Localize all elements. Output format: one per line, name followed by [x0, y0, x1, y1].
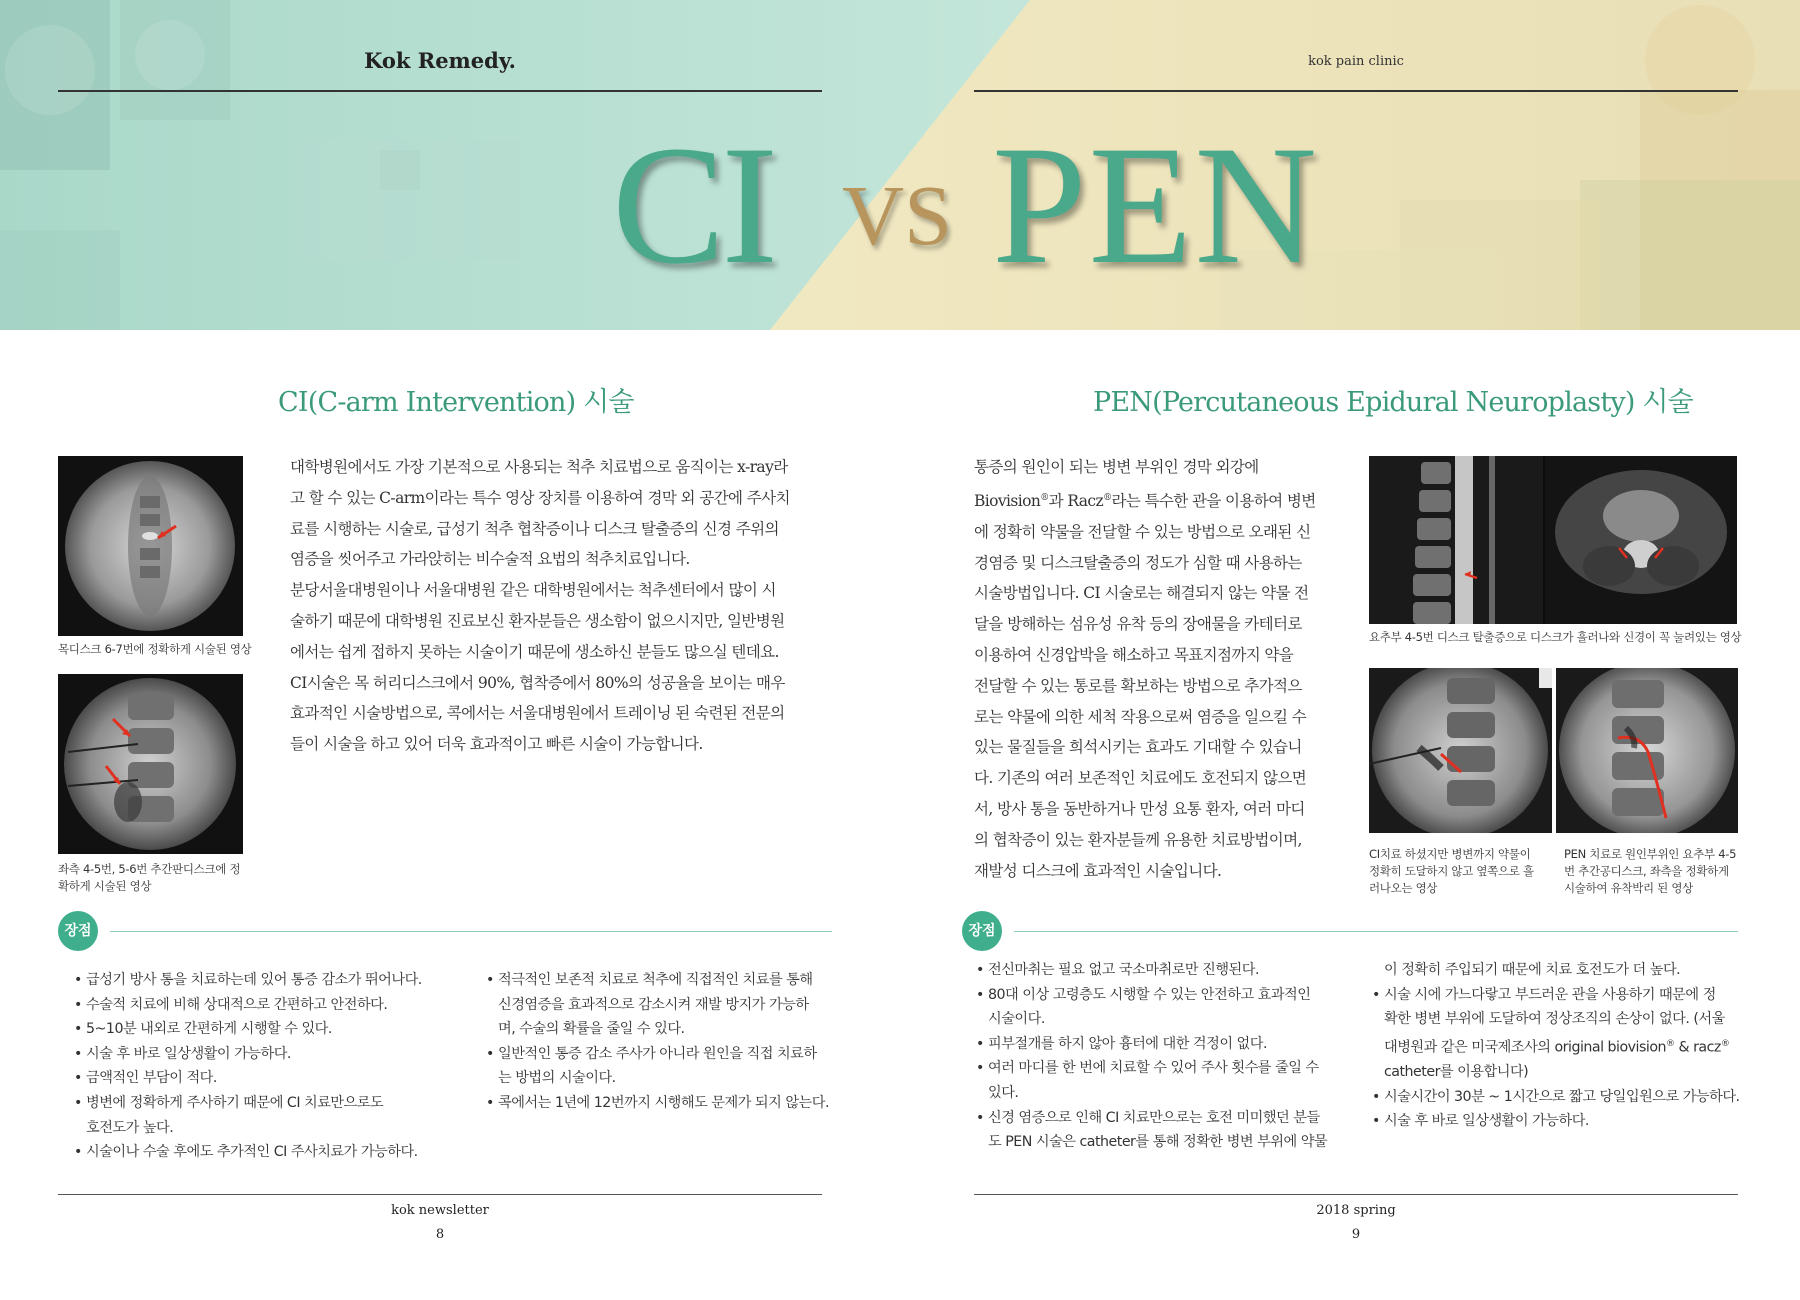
- pros-item: • 시술 후 바로 일상생활이 가능하다.: [74, 1042, 454, 1067]
- text-fragment: 대병원과 같은 미국제조사의 original biovision: [1384, 1039, 1667, 1056]
- pros-item: • 일반적인 통증 감소 주사가 아니라 원인을 직접 치료하: [486, 1042, 836, 1067]
- text-line: 고 할 수 있는 C-arm이라는 특수 영상 장치를 이용하여 경막 외 공간에 주사치: [290, 488, 790, 507]
- pros-item: catheter를 이용합니다): [1384, 1064, 1529, 1081]
- pros-item: • 신경 염증으로 인해 CI 치료만으로는 호전 미미했던 분들: [976, 1106, 1346, 1131]
- pros-item: • 급성기 방사 통을 치료하는데 있어 통증 감소가 뛰어나다.: [74, 968, 454, 993]
- ci-para-2: [290, 575, 822, 667]
- pros-badge: 장점: [962, 911, 1002, 951]
- text-fragment: 과 Racz: [1048, 491, 1104, 510]
- xray-image: [1556, 668, 1738, 833]
- pros-item: • 시술 후 바로 일상생활이 가능하다.: [1372, 1109, 1752, 1134]
- pros-item: • 80대 이상 고령층도 시행할 수 있는 안전하고 효과적인: [976, 983, 1346, 1008]
- xray-image: [1369, 668, 1552, 833]
- ci-para-1: [290, 452, 822, 575]
- pros-item: 시술이다.: [988, 1011, 1045, 1028]
- ci-para-3: [290, 668, 822, 760]
- pen-figure-xray-pen-caption: [1564, 846, 1749, 897]
- text-line: 들이 시술을 하고 있어 더욱 효과적이고 빠른 시술이 가능합니다.: [290, 735, 703, 754]
- pros-item: [1372, 1032, 1752, 1060]
- ci-figure-lumbar: [58, 674, 243, 854]
- brand-right: kok pain clinic: [1308, 54, 1404, 69]
- text-line: 서, 방사 통을 동반하거나 만성 요통 환자, 여러 마디: [974, 799, 1305, 818]
- text-line: 전달할 수 있는 통로를 확보하는 방법으로 추가적으: [974, 676, 1302, 695]
- text-line: 에서는 쉽게 접하지 못하는 시술이기 때문에 생소하신 분들도 많으실 텐데요.: [290, 642, 779, 661]
- pros-item: • 수술적 치료에 비해 상대적으로 간편하고 안전하다.: [74, 993, 454, 1018]
- ci-figure-neck-caption: 목디스크 6-7번에 정확하게 시술된 영상: [58, 642, 252, 656]
- text-line: 염증을 씻어주고 가라앉히는 비수술적 요법의 척추치료입니다.: [290, 550, 690, 569]
- caption-line: CI치료 하셨지만 병변까지 약물이: [1369, 847, 1531, 861]
- caption-line: 확하게 시술된 영상: [58, 879, 152, 893]
- pros-item: • 적극적인 보존적 치료로 척추에 직접적인 치료를 통해: [486, 968, 836, 993]
- text-fragment: 라는 특수한 관을 이용하여 병변: [1111, 491, 1316, 510]
- text-line: 통증의 원인이 되는 병변 부위인 경막 외강에: [974, 458, 1259, 476]
- title-pen: PEN: [992, 111, 1320, 299]
- text-line: 에 정확히 약물을 전달할 수 있는 방법으로 오래된 신: [974, 522, 1311, 541]
- pen-pros-header: [962, 911, 1740, 951]
- pen-pros-list-right: [1372, 958, 1752, 1134]
- pros-divider: [1014, 931, 1738, 932]
- pen-figure-mri-caption: 요추부 4-5번 디스크 탈출증으로 디스크가 흘러나와 신경이 꼭 눌려있는 영상: [1369, 630, 1742, 644]
- registered-mark: ®: [1103, 492, 1112, 503]
- footer-right-label: 2018 spring: [1316, 1203, 1396, 1218]
- pros-item: 이 정확히 주입되기 때문에 치료 호전도가 더 높다.: [1384, 962, 1681, 978]
- text-line: 술하기 때문에 대학병원 진료보신 환자분들은 생소함이 없으시지만, 일반병원: [290, 611, 785, 630]
- mri-image: [1369, 456, 1737, 624]
- ci-figure-neck: [58, 456, 243, 636]
- pros-item: • 여러 마디를 한 번에 치료할 수 있어 주사 횟수를 줄일 수: [976, 1056, 1346, 1081]
- pros-item: • 시술시간이 30분 ~ 1시간으로 짧고 당일입원으로 가능하다.: [1372, 1085, 1752, 1110]
- pros-item: 확한 병변 부위에 도달하여 정상조직의 손상이 없다. (서울: [1384, 1011, 1725, 1028]
- xray-image: [58, 456, 243, 636]
- text-line: 로는 약물에 의한 세척 작용으로써 염증을 일으킬 수: [974, 707, 1307, 726]
- text-line: 분당서울대병원이나 서울대병원 같은 대학병원에서는 척추센터에서 많이 시: [290, 581, 776, 600]
- text-fragment: Biovision: [974, 491, 1041, 510]
- header-left: [58, 44, 822, 92]
- pen-figure-xray-ci: [1369, 668, 1552, 833]
- ci-figure-lumbar-caption: [58, 861, 258, 895]
- pros-item: 있다.: [988, 1084, 1019, 1101]
- text-line: 이용하여 신경압박을 해소하고 목표지점까지 약을: [974, 645, 1294, 664]
- caption-line: 시술하여 유착박리 된 영상: [1564, 881, 1693, 895]
- pros-item: 며, 수술의 확률을 줄일 수 있다.: [498, 1021, 685, 1038]
- main-title: [0, 111, 1800, 299]
- header-banner: [0, 0, 1800, 330]
- ci-pros-list-right: [486, 968, 836, 1116]
- text-fragment: & racz: [1674, 1039, 1721, 1056]
- text-line: 있는 물질들을 희석시키는 효과도 기대할 수 있습니: [974, 738, 1302, 757]
- text-line: 효과적인 시술방법으로, 콕에서는 서울대병원에서 트레이닝 된 숙련된 전문의: [290, 704, 785, 723]
- pros-item: 호전도가 높다.: [86, 1119, 174, 1136]
- caption-line: PEN 치료로 원인부위인 요추부 4-5: [1564, 847, 1737, 861]
- ci-body-text: [290, 452, 822, 760]
- footer-right-page: 9: [1351, 1227, 1361, 1242]
- text-line: 시술방법입니다. CI 시술로는 해결되지 않는 약물 전: [974, 584, 1309, 603]
- pros-divider: [110, 931, 832, 932]
- pros-item: • 병변에 정확하게 주사하기 때문에 CI 치료만으로도: [74, 1091, 454, 1116]
- ci-section-title: CI(C-arm Intervention) 시술: [278, 387, 634, 418]
- pros-item: • 콕에서는 1년에 12번까지 시행해도 문제가 되지 않는다.: [486, 1091, 836, 1116]
- pen-figure-xray-ci-caption: [1369, 846, 1549, 897]
- text-line: [974, 492, 1316, 510]
- pen-section-title: PEN(Percutaneous Epidural Neuroplasty) 시술: [1093, 387, 1693, 418]
- text-line: 재발성 디스크에 효과적인 시술입니다.: [974, 861, 1222, 880]
- brand-left: Kok Remedy.: [364, 48, 516, 73]
- pros-item: • 금액적인 부담이 적다.: [74, 1066, 454, 1091]
- text-line: 다. 기존의 여러 보존적인 치료에도 호전되지 않으면: [974, 769, 1307, 788]
- registered-mark: ®: [1666, 1038, 1675, 1049]
- text-line: 의 협착증이 있는 환자분들께 유용한 치료방법이며,: [974, 830, 1302, 849]
- text-line: 대학병원에서도 가장 기본적으로 사용되는 척추 치료법으로 움직이는 x-ray라: [290, 458, 788, 476]
- footer-rule-left: [58, 1194, 822, 1195]
- text-line: CI시술은 목 허리디스크에서 90%, 협착증에서 80%의 성공율을 보이는 매우: [290, 673, 785, 692]
- ci-pros-header: [58, 911, 832, 951]
- ci-pros-list-left: [74, 968, 454, 1165]
- pen-pros-list-left: [976, 958, 1346, 1155]
- pros-badge: 장점: [58, 911, 98, 951]
- registered-mark: ®: [1720, 1038, 1730, 1049]
- pros-item: 신경염증을 효과적으로 감소시켜 재발 방지가 가능하: [498, 996, 809, 1013]
- footer-rule-right: [974, 1194, 1738, 1195]
- pros-item: • 피부절개를 하지 않아 흉터에 대한 걱정이 없다.: [976, 1032, 1346, 1057]
- pros-item: • 시술 시에 가느다랗고 부드러운 관을 사용하기 때문에 정: [1372, 983, 1752, 1008]
- text-line: 달을 방해하는 섬유성 유착 등의 장애물을 카테터로: [974, 615, 1302, 634]
- title-ci: CI: [612, 111, 774, 299]
- header-right: [974, 44, 1738, 92]
- text-line: 료를 시행하는 시술로, 급성기 척추 협착증이나 디스크 탈출증의 신경 주위의: [290, 519, 779, 538]
- text-line: 경염증 및 디스크탈출증의 정도가 심할 때 사용하는: [974, 553, 1302, 572]
- registered-mark: ®: [1040, 492, 1049, 503]
- caption-line: 좌측 4-5번, 5-6번 추간판디스크에 정: [58, 862, 241, 876]
- pros-item: • 5~10분 내외로 간편하게 시행할 수 있다.: [74, 1017, 454, 1042]
- caption-line: 러나오는 영상: [1369, 881, 1438, 895]
- xray-image: [58, 674, 243, 854]
- pros-item: • 전신마취는 필요 없고 국소마취로만 진행된다.: [976, 958, 1346, 983]
- caption-line: 번 추간공디스크, 좌측을 정확하게: [1564, 864, 1729, 878]
- footer-left-page: 8: [435, 1227, 445, 1242]
- pros-item: 는 방법의 시술이다.: [498, 1070, 616, 1087]
- pros-item: • 시술이나 수술 후에도 추가적인 CI 주사치료가 가능하다.: [74, 1140, 454, 1165]
- caption-line: 정확히 도달하지 않고 옆쪽으로 흘: [1369, 864, 1534, 878]
- title-vs: VS: [842, 167, 952, 263]
- pros-item: 도 PEN 시술은 catheter를 통해 정확한 병변 부위에 약물: [988, 1134, 1328, 1151]
- pen-body-text: [974, 452, 1334, 886]
- pen-figure-mri: [1369, 456, 1737, 624]
- pen-figure-xray-pen: [1556, 668, 1738, 833]
- footer-left-label: kok newsletter: [391, 1203, 489, 1218]
